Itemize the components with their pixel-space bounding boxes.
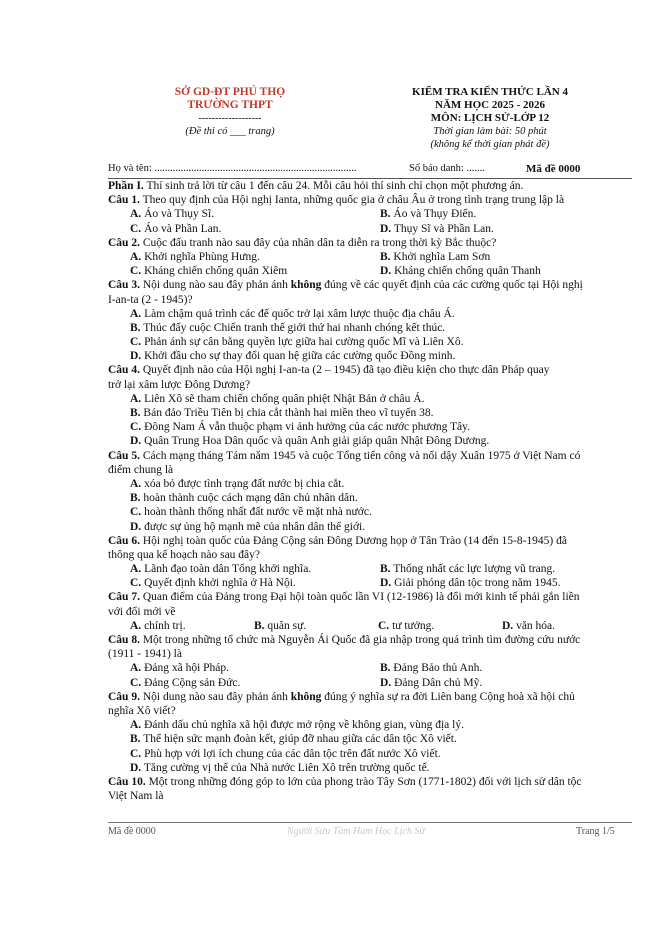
option-c: C. Phù hợp với lợi ích chung của các dân tộc trên đất nước Xô viết. [130, 747, 441, 760]
option-b: B. Thể hiện sức mạnh đoàn kết, giúp đỡ nhau giữa các dân tộc Xô viết. [130, 733, 457, 746]
option-b: B. hoàn thành cuộc cách mạng dân chủ nhân dân. [130, 492, 358, 505]
exam-code: Mã đề 0000 [526, 163, 581, 175]
part-heading: Phần I. Thí sinh trả lời từ câu 1 đến câu 24. Mỗi câu hỏi thí sinh chỉ chọn một phương án. [108, 180, 524, 192]
question-10: Câu 10. Một trong những đóng góp to lớn của phong trào Tây Sơn (1771-1802) đối với lịch sử dân tộc [108, 775, 582, 788]
time-note: (không kể thời gian phát đề) [430, 139, 550, 150]
question-2: Câu 2. Cuộc đấu tranh nào sau đây của nhân dân ta diễn ra trong thời kỳ Bắc thuộc? [108, 236, 497, 249]
option-a: A. Làm chậm quá trình các đế quốc trở lại xâm lược thuộc địa châu Á. [130, 307, 455, 320]
question-6-cont: thông qua kế hoạch nào sau đây? [108, 548, 261, 561]
pages-note: (Đề thi có ___ trang) [185, 126, 275, 137]
options-row: A. Lãnh đạo toàn dân Tổng khởi nghĩa. B. Thống nhất các lực lượng vũ trang. [130, 563, 556, 576]
options-row: C. Đảng Cộng sản Đức. D. Đảng Dân chủ Mỹ. [130, 676, 483, 689]
option-b: B. Thúc đẩy cuộc Chiến tranh thế giới thứ hai nhanh chóng kết thúc. [130, 321, 446, 334]
footer-divider [108, 822, 632, 823]
question-4-cont: trở lại xâm lược Đông Dương? [108, 378, 251, 391]
student-id-line [108, 163, 632, 179]
school-year: NĂM HỌC 2025 - 2026 [435, 99, 545, 111]
question-7: Câu 7. Quan điểm của Đảng trong Đại hội toàn quốc lần VI (12-1986) là đổi mới kinh tế phải gắn liền [108, 591, 580, 604]
question-10-cont: Việt Nam là [108, 790, 164, 803]
question-3-cont: I-an-ta (2 - 1945)? [108, 293, 193, 306]
question-3: Câu 3. Nội dung nào sau đây phản ánh không đúng về các quyết định của các cường quốc tại Hội nghị [108, 279, 583, 292]
option-a: A. Đánh dấu chủ nghĩa xã hội được mở rộng về không gian, vùng địa lý. [130, 719, 464, 732]
time-limit: Thời gian làm bài: 50 phút [433, 126, 547, 137]
header-left [130, 86, 330, 138]
options-row: A. Áo và Thụy Sĩ. B. Áo và Thụy Điển. [130, 208, 477, 221]
question-9: Câu 9. Nội dung nào sau đây phản ánh không đúng ý nghĩa sự ra đời Liên bang Cộng hoà xã hội chủ [108, 690, 575, 703]
options-row: A. Đảng xã hội Pháp. B. Đảng Bảo thủ Anh. [130, 662, 483, 675]
question-5-cont: điểm chung là [108, 463, 174, 476]
question-1: Câu 1. Theo quy định của Hội nghị Ianta, những quốc gia ở châu Âu ở trong tình trạng trung lập là [108, 194, 565, 207]
question-7-cont: với đổi mới về [108, 605, 176, 618]
options-row: A. chính trị. B. quân sự. C. tư tưởng. D. văn hóa. [130, 619, 556, 632]
question-8-cont: (1911 - 1941) là [108, 648, 182, 661]
footer-exam-code: Mã đề 0000 [108, 826, 156, 837]
option-c: C. Đông Nam Á vẫn thuộc phạm vi ảnh hưởng của các nước phương Tây. [130, 421, 471, 434]
option-b: B. Bán đảo Triều Tiên bị chia cắt thành hai miền theo vĩ tuyến 38. [130, 407, 434, 419]
options-row: C. Kháng chiến chống quân Xiêm D. Kháng chiến chống quân Thanh [130, 265, 541, 278]
candidate-number-field: Số báo danh: ....... [409, 163, 485, 174]
option-c: C. Phản ánh sự cân bằng quyền lực giữa hai cường quốc Mĩ và Liên Xô. [130, 336, 464, 349]
questions [108, 179, 636, 803]
options-row: A. Khởi nghĩa Phùng Hưng. B. Khởi nghĩa Lam Sơn [130, 250, 491, 263]
department-name: SỞ GD-ĐT PHÚ THỌ [174, 86, 286, 98]
option-a: A. Liên Xô sẽ tham chiến chống quân phiệt Nhật Bản ở châu Á. [130, 392, 425, 405]
page-number: Trang 1/5 [576, 826, 615, 837]
exam-title: KIỂM TRA KIẾN THỨC LẦN 4 [412, 86, 568, 98]
question-9-cont: nghĩa Xô viết? [108, 704, 176, 717]
option-c: C. hoàn thành thống nhất đất nước về mặt nhà nước. [130, 506, 372, 519]
school-name: TRƯỜNG THPT [187, 99, 273, 111]
question-8: Câu 8. Một trong những tổ chức mà Nguyễn Ái Quốc đã gia nhập trong quá trình tìm đường cứu nước [108, 634, 581, 646]
options-row: C. Áo và Phần Lan. D. Thụy Sĩ và Phần Lan. [130, 222, 494, 235]
subject: MÔN: LỊCH SỬ-LỚP 12 [430, 112, 550, 124]
option-d: D. Tăng cường vị thế của Nhà nước Liên Xô trên trường quốc tế. [130, 761, 430, 774]
question-5: Câu 5. Cách mạng tháng Tám năm 1945 và cuộc Tổng tiến công và nổi dậy Xuân 1975 ở Việt Nam có [108, 449, 581, 462]
option-d: D. Quân Trung Hoa Dân quốc và quân Anh giải giáp quân Nhật Đông Dương. [130, 435, 490, 448]
option-a: A. xóa bỏ được tình trạng đất nước bị chia cắt. [130, 477, 345, 490]
question-4: Câu 4. Quyết định nào của Hội nghị I-an-ta (2 – 1945) đã tạo điều kiện cho thực dân Pháp quay [108, 364, 550, 377]
option-d: D. được sự ủng hộ mạnh mẽ của nhân dân thế giới. [130, 520, 366, 533]
name-field: Họ và tên: ............................................................................. [108, 163, 357, 174]
question-6: Câu 6. Hội nghị toàn quốc của Đảng Cộng sản Đông Dương họp ở Tân Trào (14 đến 15-8-1945) đã [108, 534, 567, 547]
options-row: C. Quyết định khởi nghĩa ở Hà Nội. D. Giải phóng dân tộc trong năm 1945. [130, 577, 561, 590]
option-d: D. Khởi đầu cho sự thay đổi quan hệ giữa các cường quốc Đồng minh. [130, 350, 456, 363]
header-divider: ------------------- [198, 113, 262, 124]
footer-watermark: Người Sưu Tầm Ham Học Lịch Sử [287, 826, 425, 837]
header-right [380, 86, 600, 151]
